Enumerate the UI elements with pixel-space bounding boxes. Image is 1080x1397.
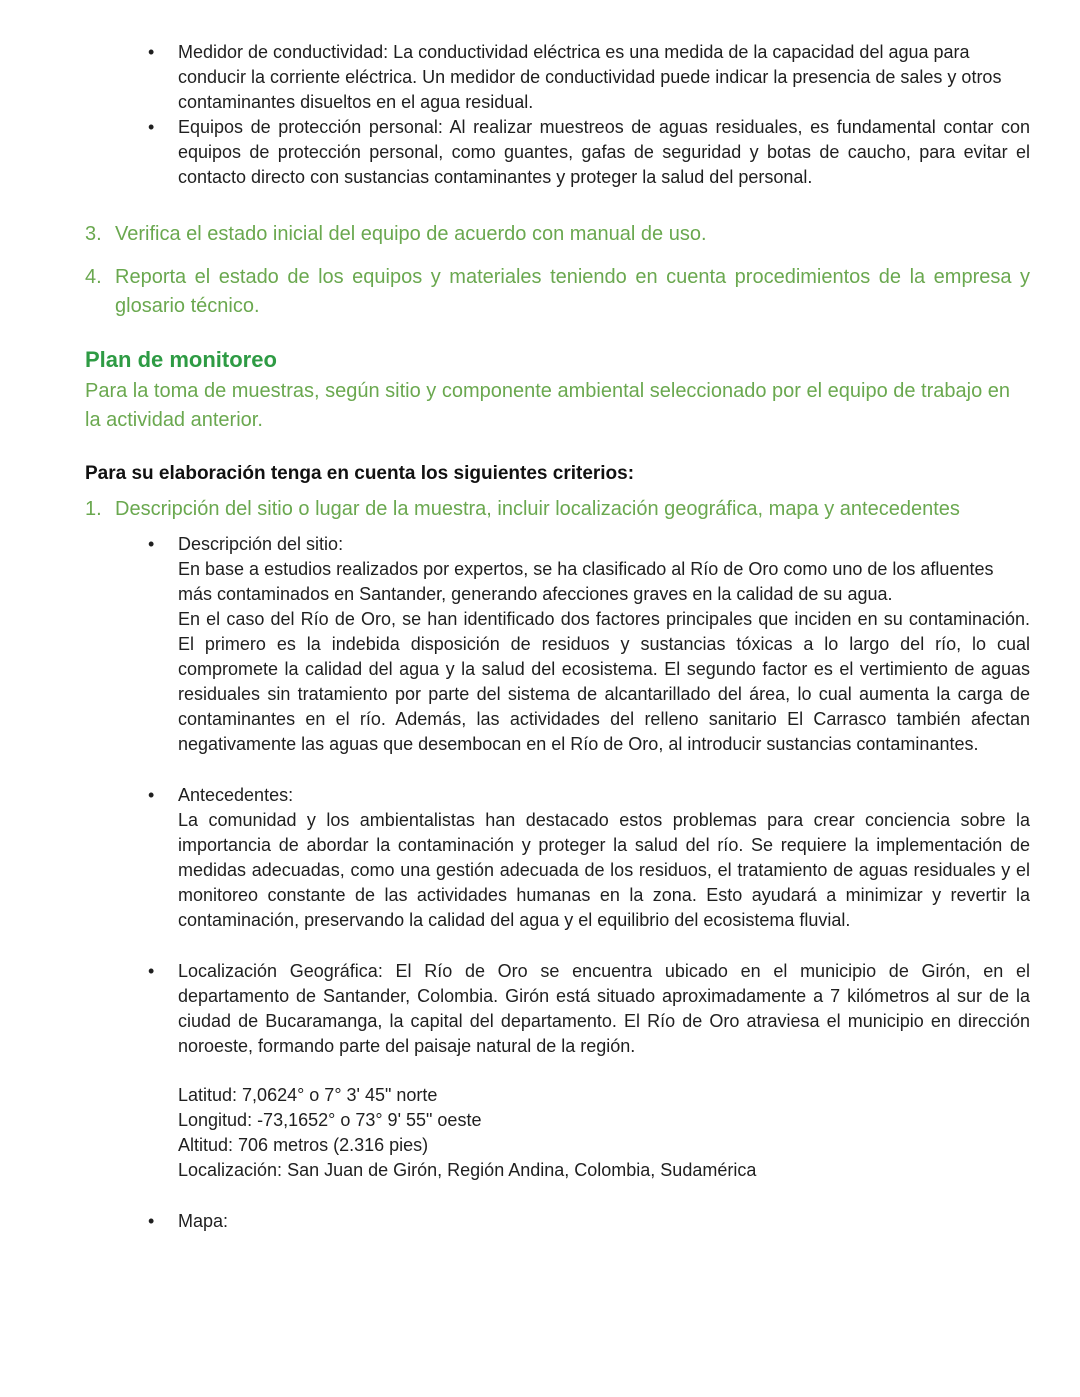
step-text: Reporta el estado de los equipos y materiales teniendo en cuenta procedimientos de la empresa y glosario técnico. (115, 266, 1030, 317)
step-number: 3. (85, 223, 102, 245)
list-item (148, 1209, 1030, 1234)
site-description-block (85, 532, 1030, 757)
paragraph: En el caso del Río de Oro, se han identificado dos factores principales que inciden en su contaminación. El primero es la indebida disposición de residuos y sustancias tóxicas a lo largo del río, lo cual compromete la calidad del agua y la salud del ecosistema. El segundo factor es el vertimiento de aguas residuales sin tratamiento por parte del sistema de alcantarillado del área, lo cual aumenta la carga de contaminantes en el río. Además, las actividades del relleno sanitario El Carrasco también afectan negativamente las aguas que desembocan en el Río de Oro, al introducir sustancias contaminantes. (178, 609, 1030, 754)
latitude-line: Latitud: 7,0624° o 7° 3' 45" norte (178, 1085, 438, 1105)
bullet-text: • Equipos de protección personal: Al realizar muestreos de aguas residuales, es fundamental contar con equipos de protección personal, como guantes, gafas de seguridad y botas de caucho, para evitar el contacto directo con sustancias contaminantes y proteger la salud del personal. (178, 117, 1030, 187)
altitude-line: Altitud: 706 metros (2.316 pies) (178, 1135, 429, 1155)
paragraph: La comunidad y los ambientalistas han destacado estos problemas para crear conciencia sobre la importancia de abordar la contaminación y proteger la salud del río. Se requiere la implementación de medidas adecuadas, como una gestión adecuada de los residuos, el tratamiento de aguas residuales y el monitoreo constante de las actividades humanas en la zona. Esto ayudará a minimizar y revertir la contaminación, preservando la calidad del agua y el equilibrio del ecosistema fluvial. (178, 810, 1030, 930)
longitude-line: Longitud: -73,1652° o 73° 9' 55" oeste (178, 1110, 482, 1130)
numbered-step-4 (85, 263, 1030, 321)
bullet-label: • Antecedentes: (178, 785, 294, 805)
step-number: 1. (85, 498, 102, 520)
geographic-location-block (85, 959, 1030, 1183)
list-item (148, 959, 1030, 1183)
step-number: 4. (85, 266, 102, 288)
list-item (148, 532, 1030, 757)
bullet-text: • Medidor de conductividad: La conductividad eléctrica es una medida de la capacidad del agua para conducir la corriente eléctrica. Un medidor de conductividad puede indicar la presencia de sales y otros contaminantes disueltos en el agua residual. (178, 42, 1002, 112)
step-text: Verifica el estado inicial del equipo de acuerdo con manual de uso. (115, 223, 707, 245)
location-line: Localización: San Juan de Girón, Región Andina, Colombia, Sudamérica (178, 1160, 757, 1180)
section-title: Plan de monitoreo (85, 347, 277, 372)
criteria-heading: Para su elaboración tenga en cuenta los siguientes criterios: (85, 463, 635, 484)
list-item (148, 40, 1030, 115)
bullet-label: • Mapa: (178, 1211, 229, 1231)
paragraph: • Localización Geográfica: El Río de Oro se encuentra ubicado en el municipio de Girón, en el departamento de Santander, Colombia. Girón está situado aproximadamente a 7 kilómetros al sur de la ciudad de Bucaramanga, la capital del departamento. El Río de Oro atraviesa el municipio en dirección noroeste, formando parte del paisaje natural de la región. (178, 961, 1030, 1056)
equipment-bullet-list (85, 40, 1030, 190)
coordinates-list (178, 1083, 1030, 1183)
map-block (85, 1209, 1030, 1234)
list-item (148, 783, 1030, 933)
list-item (148, 115, 1030, 190)
numbered-steps (85, 220, 1030, 321)
step-text: Descripción del sitio o lugar de la muestra, incluir localización geográfica, mapa y antecedentes (115, 498, 960, 520)
paragraph: En base a estudios realizados por expertos, se ha clasificado al Río de Oro como uno de los afluentes más contaminados en Santander, generando afecciones graves en la calidad de su agua. (178, 559, 994, 604)
section-intro: Para la toma de muestras, según sitio y componente ambiental seleccionado por el equipo de trabajo en la actividad anterior. (85, 380, 1011, 431)
criteria-item-1 (85, 495, 1030, 524)
antecedents-block (85, 783, 1030, 933)
numbered-step-3 (85, 220, 1030, 249)
bullet-label: • Descripción del sitio: (178, 534, 344, 554)
